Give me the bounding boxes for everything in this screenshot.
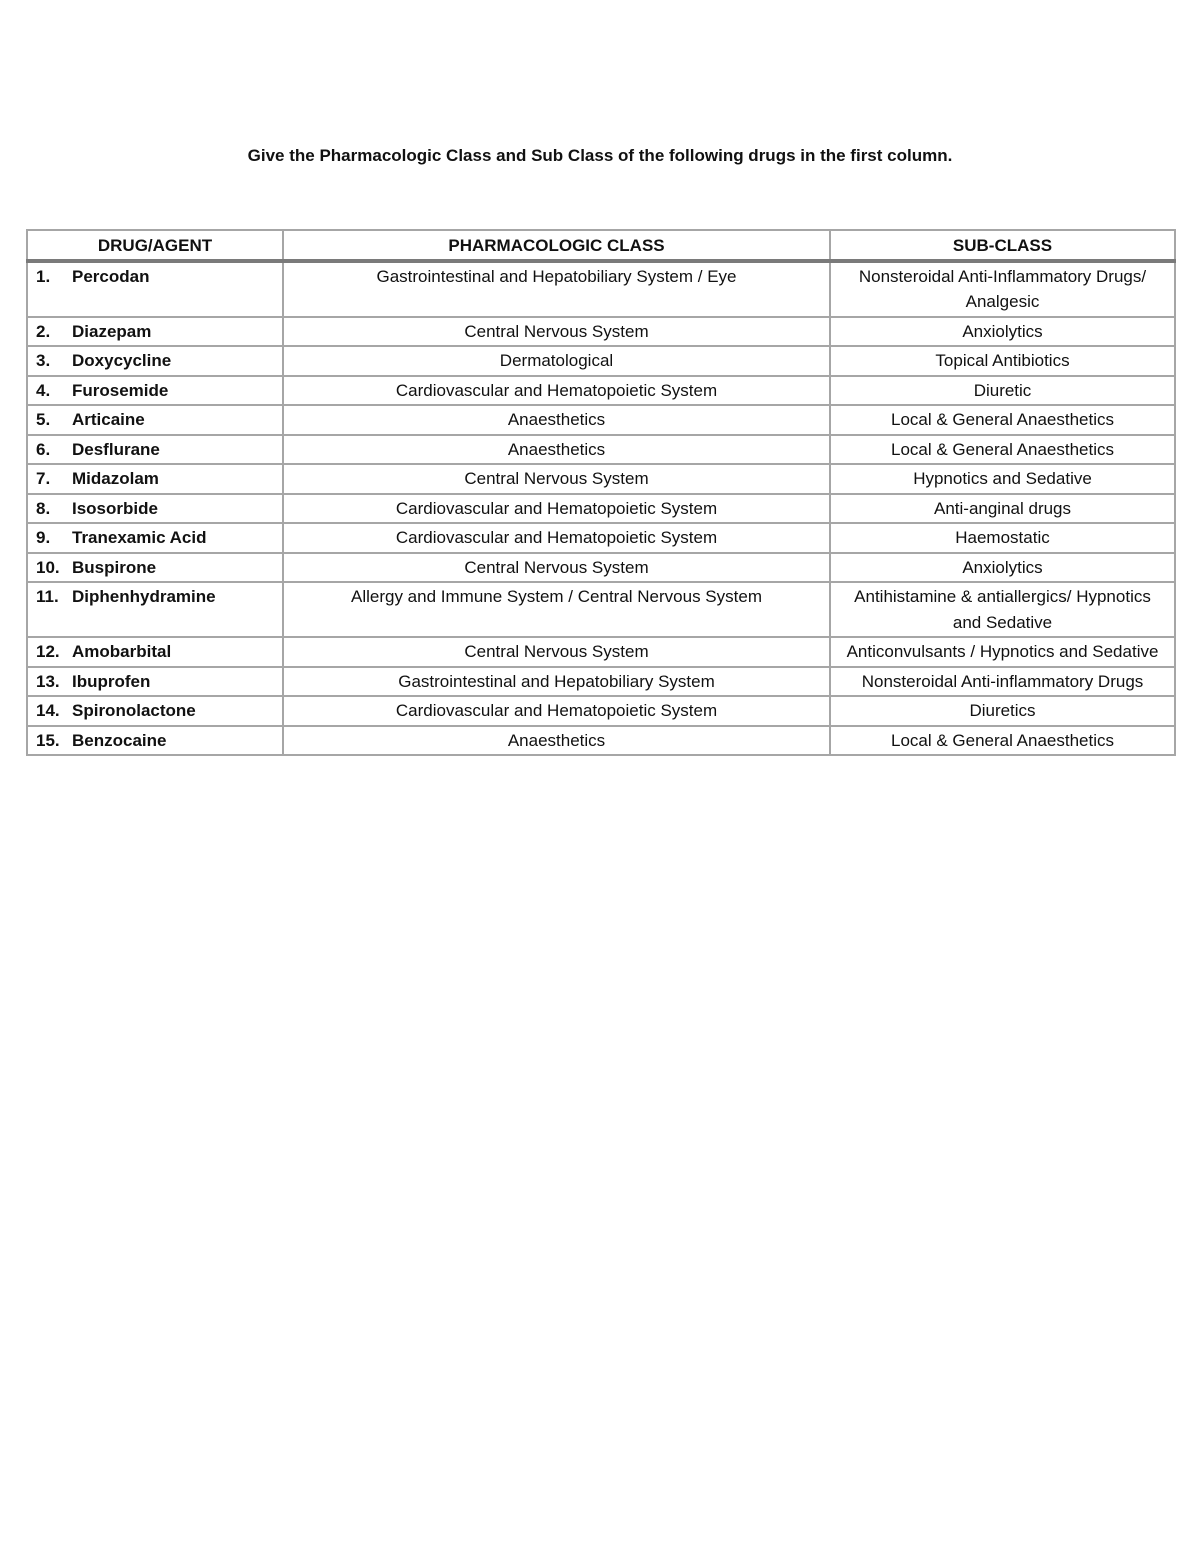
drug-name: Doxycycline: [72, 351, 172, 370]
drug-cell: [27, 464, 283, 494]
drug-cell: [27, 376, 283, 406]
table-row: [27, 553, 1175, 583]
drug-cell: [27, 435, 283, 465]
row-number: 5.: [36, 410, 51, 429]
table-row: [27, 696, 1175, 726]
drug-cell: [27, 696, 283, 726]
row-number: 15.: [36, 730, 60, 750]
subclass-cell: Anxiolytics: [830, 553, 1175, 583]
table-header-row: [27, 230, 1175, 261]
drug-name: Amobarbital: [72, 642, 172, 661]
drug-name: Percodan: [72, 266, 150, 286]
drug-cell: [27, 553, 283, 583]
drug-name: Benzocaine: [72, 730, 167, 750]
subclass-cell: Anti-anginal drugs: [830, 494, 1175, 524]
drug-cell: [27, 637, 283, 667]
table-row: [27, 637, 1175, 667]
subclass-cell: Nonsteroidal Anti-inflammatory Drugs: [830, 667, 1175, 697]
subclass-cell: Local & General Anaesthetics: [830, 435, 1175, 465]
drug-name: Furosemide: [72, 380, 169, 400]
row-number: 13.: [36, 671, 60, 691]
class-cell: Anaesthetics: [283, 726, 830, 756]
table-row: [27, 494, 1175, 524]
subclass-cell: Hypnotics and Sedative: [830, 464, 1175, 494]
table-row: [27, 346, 1175, 376]
row-number: 14.: [36, 701, 60, 720]
class-cell: Central Nervous System: [283, 637, 830, 667]
class-cell: Allergy and Immune System / Central Nervous System: [283, 582, 830, 637]
drug-name: Diazepam: [72, 321, 152, 341]
subclass-cell: Diuretics: [830, 696, 1175, 726]
drug-name: Isosorbide: [72, 498, 158, 518]
table-row: [27, 582, 1175, 637]
row-number: 4.: [36, 380, 51, 400]
class-cell: Anaesthetics: [283, 435, 830, 465]
table-row: [27, 726, 1175, 756]
class-cell: Gastrointestinal and Hepatobiliary System / Eye: [283, 261, 830, 317]
row-number: 8.: [36, 498, 51, 518]
drug-cell: [27, 667, 283, 697]
table-row: [27, 317, 1175, 347]
class-cell: Dermatological: [283, 346, 830, 376]
drug-cell: [27, 346, 283, 376]
drug-name: Diphenhydramine: [72, 587, 216, 606]
subclass-cell: Nonsteroidal Anti-Inflammatory Drugs/ Analgesic: [830, 261, 1175, 317]
page-title: Give the Pharmacologic Class and Sub Class of the following drugs in the first column.: [247, 146, 953, 165]
row-number: 2.: [36, 321, 51, 341]
drug-cell: [27, 523, 283, 553]
class-cell: Central Nervous System: [283, 464, 830, 494]
table-row: [27, 405, 1175, 435]
column-header-drug-agent: DRUG/AGENT: [27, 230, 283, 261]
table-row: [27, 523, 1175, 553]
row-number: 7.: [36, 469, 51, 488]
row-number: 11.: [36, 587, 59, 606]
subclass-cell: Anticonvulsants / Hypnotics and Sedative: [830, 637, 1175, 667]
table-row: [27, 667, 1175, 697]
table-row: [27, 261, 1175, 317]
class-cell: Cardiovascular and Hematopoietic System: [283, 696, 830, 726]
subclass-cell: Local & General Anaesthetics: [830, 726, 1175, 756]
drug-name: Buspirone: [72, 557, 157, 577]
class-cell: Cardiovascular and Hematopoietic System: [283, 523, 830, 553]
row-number: 10.: [36, 557, 60, 577]
row-number: 1.: [36, 266, 51, 286]
drug-name: Articaine: [72, 410, 145, 429]
drug-name: Ibuprofen: [72, 671, 151, 691]
subclass-cell: Topical Antibiotics: [830, 346, 1175, 376]
class-cell: Cardiovascular and Hematopoietic System: [283, 376, 830, 406]
drug-name: Midazolam: [72, 469, 159, 488]
class-cell: Central Nervous System: [283, 553, 830, 583]
table-row: [27, 376, 1175, 406]
drug-name: Desflurane: [72, 439, 160, 459]
table-row: [27, 464, 1175, 494]
subclass-cell: Local & General Anaesthetics: [830, 405, 1175, 435]
drug-cell: [27, 582, 283, 637]
class-cell: Cardiovascular and Hematopoietic System: [283, 494, 830, 524]
column-header-sub-class: SUB-CLASS: [830, 230, 1175, 261]
row-number: 9.: [36, 528, 51, 547]
class-cell: Gastrointestinal and Hepatobiliary System: [283, 667, 830, 697]
subclass-cell: Diuretic: [830, 376, 1175, 406]
drug-cell: [27, 261, 283, 317]
table-row: [27, 435, 1175, 465]
row-number: 3.: [36, 351, 51, 370]
drug-table: [26, 229, 1176, 756]
drug-cell: [27, 317, 283, 347]
row-number: 6.: [36, 439, 51, 459]
subclass-cell: Antihistamine & antiallergics/ Hypnotics and Sedative: [830, 582, 1175, 637]
drug-cell: [27, 726, 283, 756]
drug-name: Tranexamic Acid: [72, 528, 207, 547]
class-cell: Anaesthetics: [283, 405, 830, 435]
subclass-cell: Anxiolytics: [830, 317, 1175, 347]
class-cell: Central Nervous System: [283, 317, 830, 347]
drug-cell: [27, 494, 283, 524]
row-number: 12.: [36, 642, 60, 661]
drug-cell: [27, 405, 283, 435]
column-header-pharmacologic-class: PHARMACOLOGIC CLASS: [283, 230, 830, 261]
drug-name: Spironolactone: [72, 701, 196, 720]
subclass-cell: Haemostatic: [830, 523, 1175, 553]
